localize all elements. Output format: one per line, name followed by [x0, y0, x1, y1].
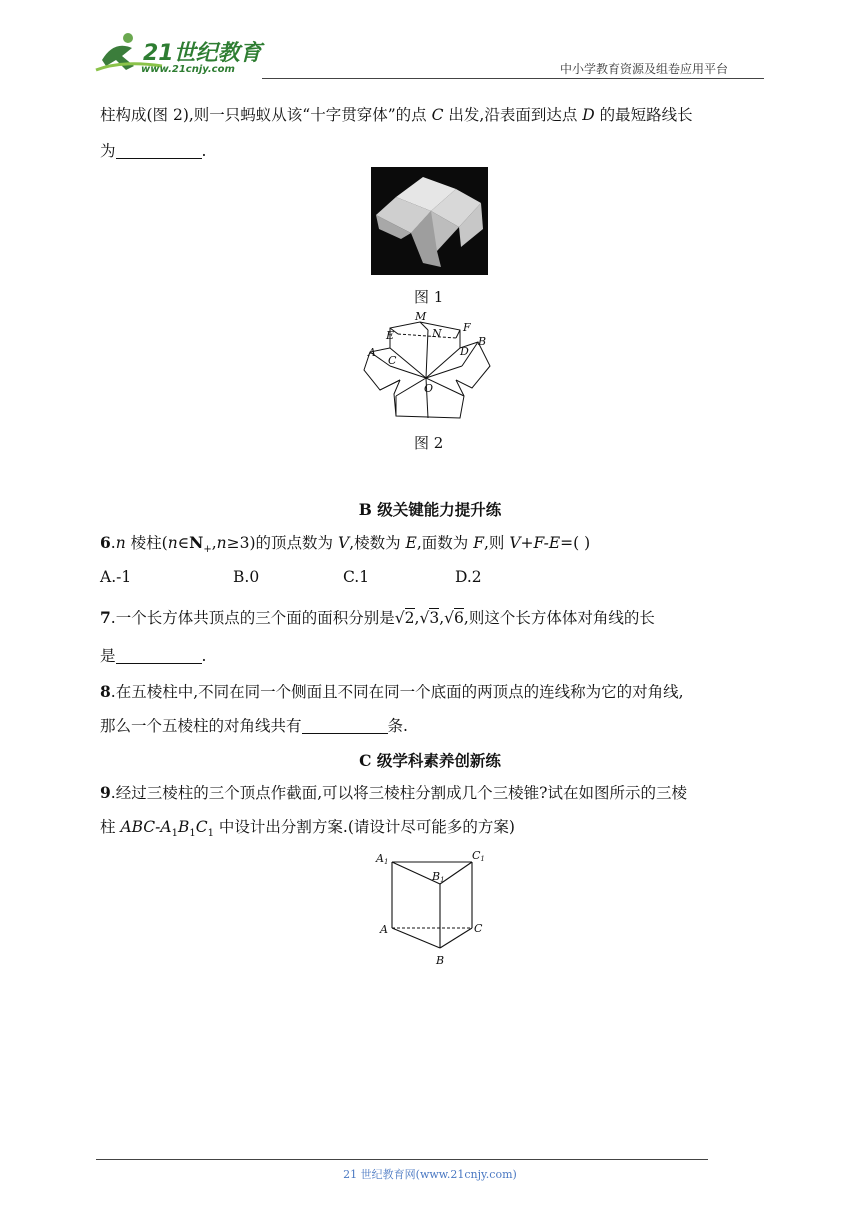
- q6-option-c[interactable]: C.1: [343, 568, 370, 586]
- question-9-line1: 9.经过三棱柱的三个顶点作截面,可以将三棱柱分割成几个三棱锥?试在如图所示的三棱: [100, 783, 687, 802]
- q5-line1: 柱构成(图 2),则一只蚂蚁从该“十字贯穿体”的点 C 出发,沿表面到达点 D 的最短路线长: [100, 106, 693, 124]
- label-E: E: [386, 329, 395, 342]
- answer-blank[interactable]: [302, 717, 388, 734]
- question-8-line2: 那么一个五棱柱的对角线共有 条.: [100, 717, 408, 735]
- sqrt-icon: √: [444, 609, 455, 627]
- label-A: A: [380, 923, 388, 936]
- label-B: B: [478, 335, 487, 348]
- figure-2-caption: 图 2: [414, 434, 444, 452]
- prism-diagram: [372, 848, 502, 973]
- question-9-line2: 柱 ABC-$A_1B_1C_1$ 中设计出分割方案.(请设计尽可能多的方案): [100, 818, 515, 840]
- section-c-heading: C 级学科素养创新练: [359, 751, 501, 770]
- header-right-text: 中小学教育资源及组卷应用平台: [560, 62, 729, 76]
- question-8-line1: 8.在五棱柱中,不同在同一个侧面且不同在同一个底面的两顶点的连线称为它的对角线,: [100, 682, 684, 701]
- question-7: 7.一个长方体共顶点的三个面的面积分别是√2,√3,√6,则这个长方体体对角线的长: [100, 608, 655, 627]
- label-F: F: [463, 321, 471, 334]
- sqrt-icon: √: [394, 609, 405, 627]
- figure-1-photo: [371, 167, 488, 275]
- answer-blank[interactable]: [116, 647, 202, 664]
- section-b-heading: B 级关键能力提升练: [358, 500, 502, 519]
- label-O: O: [424, 382, 434, 395]
- label-C: C: [388, 354, 397, 367]
- label-C1: C1: [472, 849, 485, 863]
- question-6: 6.n 棱柱$(n\in N_+,n\ge 3)$的顶点数为 V,棱数为 E,面数为 F,则 V+F-E=( ): [100, 533, 591, 556]
- q7-line2: 是 .: [100, 647, 207, 665]
- header-rule: [262, 78, 764, 79]
- label-N: N: [432, 327, 442, 340]
- label-M: M: [415, 310, 427, 323]
- figure-2-labels: [360, 308, 495, 423]
- footer-rule: [96, 1159, 708, 1160]
- answer-blank[interactable]: [116, 142, 202, 159]
- label-B: B: [436, 954, 445, 967]
- sqrt-icon: √: [419, 609, 430, 627]
- label-D: D: [460, 345, 469, 358]
- figure-1-caption: 图 1: [414, 288, 444, 306]
- logo-text: 21世纪教育: [143, 41, 262, 66]
- label-C: C: [474, 922, 483, 935]
- q5-line2: 为 .: [100, 142, 207, 160]
- label-A: A: [368, 346, 376, 359]
- q6-option-b[interactable]: B.0: [233, 568, 260, 586]
- footer-text[interactable]: 21 世纪教育网(www.21cnjy.com): [343, 1168, 517, 1181]
- label-A1: A1: [376, 852, 389, 866]
- label-B1: B1: [432, 870, 445, 884]
- logo-url: www.21cnjy.com: [141, 64, 235, 75]
- q6-option-d[interactable]: D.2: [455, 568, 482, 586]
- q6-option-a[interactable]: A.-1: [100, 568, 132, 586]
